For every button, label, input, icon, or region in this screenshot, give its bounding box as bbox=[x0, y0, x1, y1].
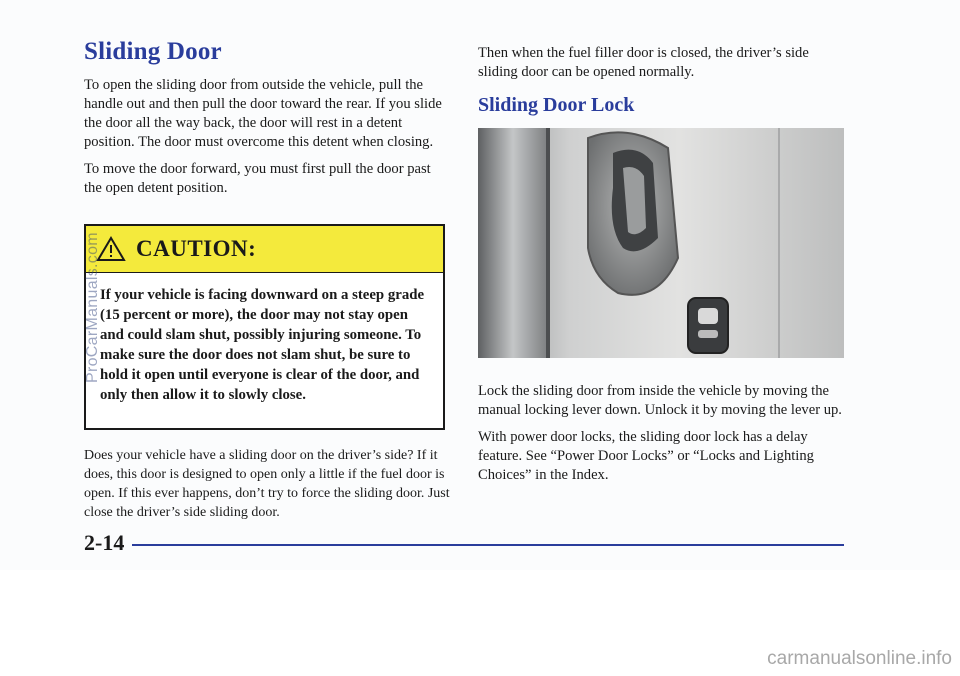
caution-box bbox=[84, 224, 445, 430]
driver-side-section bbox=[84, 446, 454, 530]
door-lock-illustration bbox=[478, 128, 844, 358]
sliding-door-heading: Sliding Door bbox=[84, 38, 222, 65]
footer-rule bbox=[132, 544, 844, 546]
caution-title: CAUTION: bbox=[136, 236, 257, 261]
sliding-door-lock-heading: Sliding Door Lock bbox=[478, 94, 635, 116]
bottom-watermark: carmanualsonline.info bbox=[767, 648, 952, 669]
lock-section bbox=[478, 382, 850, 493]
caution-text: If your vehicle is facing downward on a steep grade (15 percent or more), the door may not stay open and could slam shut, possibly injuring someone. To make sure the door does not slam shut, be sure to hold it open until everyone is clear of the door, and only then allow it to slowly close. bbox=[100, 287, 425, 403]
side-watermark: ProCarManuals.com bbox=[84, 232, 101, 383]
driver-side-paragraph: Does your vehicle have a sliding door on the driver’s side? If it does, this door is designed to open only a little if the fuel door is open. If this ever happens, don’t try to force the sliding door. Just close the driver’s side sliding door. bbox=[84, 448, 450, 520]
driver-side-paragraph-continued: Then when the fuel filler door is closed, the driver’s side sliding door can be opened normally. bbox=[478, 45, 809, 80]
lock-paragraph-1: Lock the sliding door from inside the vehicle by moving the manual locking lever down. Unlock it by moving the lever up. bbox=[478, 383, 842, 418]
page-number: 2-14 bbox=[84, 530, 125, 555]
left-column bbox=[84, 38, 450, 206]
sliding-door-paragraph-1: To open the sliding door from outside the vehicle, pull the handle out and then pull the door toward the rear. If you slide the door all the way back, the door will rest in a detent position. The door must overcome this detent when closing. bbox=[84, 77, 442, 150]
caution-header bbox=[86, 226, 443, 273]
lock-paragraph-2: With power door locks, the sliding door lock has a delay feature. See “Power Door Locks” or “Locks and Lighting Choices” in the Index. bbox=[478, 429, 814, 483]
sliding-door-paragraph-2: To move the door forward, you must first pull the door past the open detent position. bbox=[84, 161, 431, 196]
sliding-door-lock-photo bbox=[478, 128, 844, 358]
right-column bbox=[478, 44, 848, 131]
